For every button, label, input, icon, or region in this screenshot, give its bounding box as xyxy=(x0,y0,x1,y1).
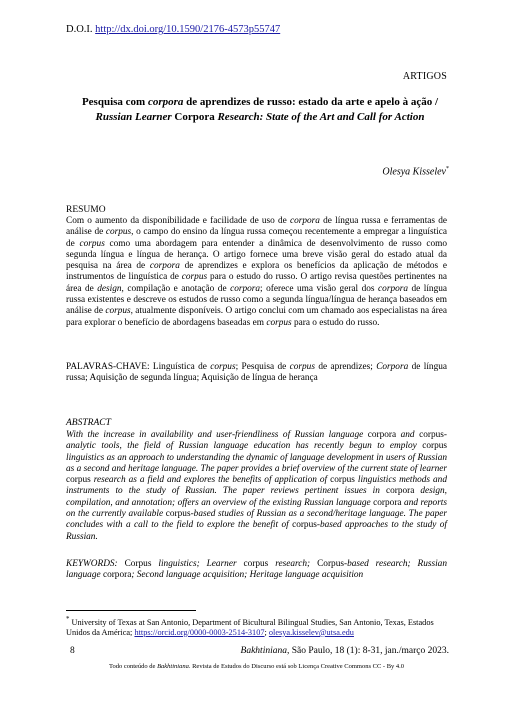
text: -analytic tools, the field of Russian language education has recently begun to employ xyxy=(66,430,447,452)
term: corpora xyxy=(230,283,261,294)
text: With the increase in availability and user-friendliness of Russian language xyxy=(66,430,368,440)
term: corpus xyxy=(181,272,208,283)
text: design, compilation, and annotation; offers an overview of the existing Russian language xyxy=(66,486,447,508)
term: corpora xyxy=(378,283,409,294)
term: corpus xyxy=(105,306,131,317)
text: PALAVRAS-CHAVE: Linguística de xyxy=(66,362,211,372)
article-title xyxy=(80,95,440,125)
text: de língua russa; Aquisição de segunda língua; Aquisição de língua de herança xyxy=(66,362,447,384)
footnote xyxy=(66,615,456,638)
text: linguistics methods and instruments to the study of Russian. The paper reviews pertinent issues in xyxy=(66,475,447,497)
title-part-italic: Russian Learner xyxy=(95,111,175,123)
term: corpora xyxy=(373,497,402,508)
text: para o estudo do russo. xyxy=(291,317,380,328)
title-part: Corpora xyxy=(174,111,215,123)
text: de língua russa e ferramentas de análise de xyxy=(66,216,447,238)
journal-citation xyxy=(241,646,449,656)
term: corpora xyxy=(385,486,415,497)
doi-prefix: D.O.I. xyxy=(66,24,96,35)
term: corpus xyxy=(210,362,236,372)
text: Com o aumento da disponibilidade e facilidade de uso de xyxy=(66,216,290,226)
author-name xyxy=(382,166,449,177)
text: ; Pesquisa de xyxy=(235,362,290,372)
title-part-italic: corpora xyxy=(147,96,184,108)
term: corpus xyxy=(330,475,355,486)
term: corpora xyxy=(367,430,397,440)
text: de aprendizes; xyxy=(314,362,377,372)
text: como uma abordagem para entender a dinâmica de desenvolvimento de russo como segunda língua e língua de herança. O artigo fornece uma breve visão geral do estado atual da pesquisa na área de xyxy=(66,238,447,272)
author-text: Olesya Kisselev xyxy=(382,166,446,178)
footnote-mark: * xyxy=(446,166,449,172)
text: de aprendizes e explora os benefícios da aplicação de métodos e instrumentos de linguística de xyxy=(66,261,447,283)
footnote-sep: ; xyxy=(264,627,269,637)
footnote-divider xyxy=(66,610,196,611)
footnote-mark: * xyxy=(66,616,70,623)
text: ; oferece uma visão geral dos xyxy=(260,283,379,294)
text: de língua russa existentes e descreve os estudos de russo como a segunda língua/língua de herança baseados em análise de xyxy=(66,283,448,317)
license-text: Todo conteúdo de xyxy=(108,663,158,670)
term: corpus xyxy=(105,227,132,238)
license-line xyxy=(0,663,513,670)
text: KEYWORDS: xyxy=(66,559,125,569)
journal-name: Bakhtiniana xyxy=(240,646,287,656)
term: corpus xyxy=(66,475,91,486)
orcid-link[interactable]: https://orcid.org/0000-0003-2514-3107 xyxy=(134,627,265,637)
term: corpus xyxy=(165,509,191,520)
term: corpus xyxy=(419,430,444,440)
term: corpus xyxy=(266,317,292,328)
term: corpus xyxy=(289,362,315,372)
text: para o estudo do russo. O artigo revisa questões pertinentes na área de xyxy=(66,272,447,294)
doi-line xyxy=(66,24,280,35)
abstract-body xyxy=(66,430,447,543)
text: -based approaches to the study of Russian. xyxy=(66,520,448,542)
title-part: de aprendizes de russo: estado da arte e apelo à ação / xyxy=(183,96,439,108)
doi-link[interactable]: http://dx.doi.org/10.1590/2176-4573p55747 xyxy=(95,24,281,35)
term: corpus xyxy=(292,520,317,531)
email-link[interactable]: olesya.kisselev@utsa.edu xyxy=(268,627,354,637)
text: -based research; Russian language xyxy=(66,559,447,581)
keywords xyxy=(66,559,447,582)
palavras-chave xyxy=(66,362,447,385)
term: corpus xyxy=(79,238,105,249)
text: linguistics; Learner xyxy=(151,559,244,569)
title-part: Pesquisa com xyxy=(81,96,148,108)
text: linguistics as an approach to understanding the dynamic of language development in users of Russian as a second and heritage language. The paper provides a brief overview of the current state of learner xyxy=(66,452,447,474)
section-label: ARTIGOS xyxy=(402,71,447,82)
term: corpus xyxy=(243,559,269,569)
text: and xyxy=(396,430,420,440)
term: corpora xyxy=(289,216,320,226)
text: research as a field and explores the benefits of application of xyxy=(90,475,331,486)
text: -based studies of Russian as a second/heritage language. The paper concludes with a call to the field to explore the benefit of xyxy=(66,509,448,531)
term: Corpus xyxy=(317,559,344,569)
term: corpus xyxy=(422,441,447,452)
term: corpora xyxy=(102,570,132,581)
term: Corpus xyxy=(124,559,152,569)
title-part-italic: Research: State of the Art and Call for Action xyxy=(214,111,425,123)
text: research; xyxy=(268,559,318,569)
term: Corpora xyxy=(376,362,409,372)
license-journal: Bakhtiniana xyxy=(157,663,189,670)
footnote-text: University of Texas at San Antonio, Department of Bicultural Bilingual Studies, San Antonio, Texas, Estados Unidos da América; xyxy=(66,617,434,637)
abstract-heading: ABSTRACT xyxy=(66,418,111,428)
text: and reports on the currently available xyxy=(66,497,448,520)
term: corpora xyxy=(149,261,180,272)
resumo-body xyxy=(66,216,447,329)
resumo-heading: RESUMO xyxy=(66,205,106,215)
page-number: 8 xyxy=(70,646,75,656)
journal-details: , São Paulo, 18 (1): 8-31, jan./março 2023. xyxy=(286,646,449,656)
term: design xyxy=(97,283,122,294)
text: , compilação e anotação de xyxy=(121,283,231,294)
license-text: . Revista de Estudos do Discurso está sob Licença Creative Commons CC - By 4.0 xyxy=(188,663,405,670)
text: ; Second language acquisition; Heritage language acquisition xyxy=(131,570,364,581)
text: , atualmente disponíveis. O artigo conclui com um chamado aos especialistas na área para explorar o benefício de abordagens baseadas em xyxy=(66,306,447,328)
text: , o campo do ensino da língua russa começou recentemente a empregar a linguística de xyxy=(66,227,447,249)
